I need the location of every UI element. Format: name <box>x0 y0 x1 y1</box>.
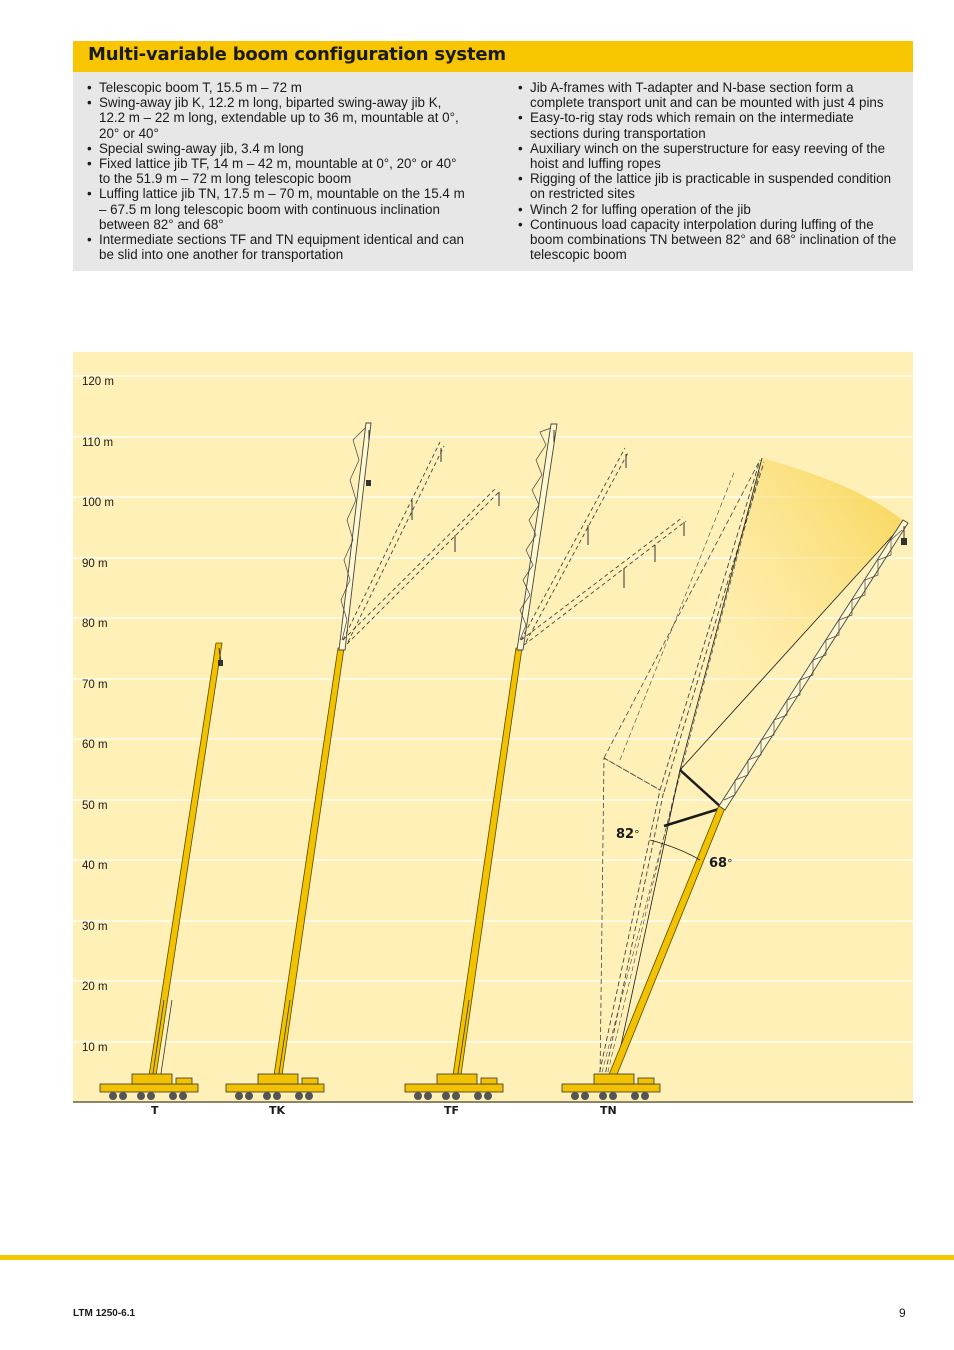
angle-value: 68 <box>709 856 728 871</box>
feature-item: • Telescopic boom T, 15.5 m – 72 m <box>87 80 467 95</box>
feature-item: • Fixed lattice jib TF, 14 m – 42 m, mountable at 0°, 20° or 40° to the 51.9 m – 72 m long telescopic boom <box>87 156 467 186</box>
height-label: 60 m <box>82 739 108 751</box>
crane-tk <box>226 423 500 1100</box>
angle-label-68 <box>709 856 733 871</box>
feature-item: • Auxiliary winch on the superstructure for easy reeving of the hoist and luffing ropes <box>518 141 903 171</box>
height-label: 120 m <box>82 376 114 388</box>
page-title: Multi-variable boom configuration system <box>88 44 506 65</box>
height-label: 100 m <box>82 497 114 509</box>
height-label: 10 m <box>82 1042 108 1054</box>
height-label: 70 m <box>82 679 108 691</box>
feature-item: • Rigging of the lattice jib is practicable in suspended condition on restricted sites <box>518 171 903 201</box>
carrier <box>562 1074 660 1100</box>
feature-item: • Swing-away jib K, 12.2 m long, biparted swing-away jib K, 12.2 m – 22 m long, extendable up to 36 m, mountable at 0°, 20° or 40° <box>87 95 467 141</box>
feature-item: • Winch 2 for luffing operation of the jib <box>518 202 903 217</box>
feature-item: • Continuous load capacity interpolation during luffing of the boom combinations TN between 82° and 68° inclination of the telescopic boom <box>518 217 903 263</box>
feature-item: • Special swing-away jib, 3.4 m long <box>87 141 467 156</box>
height-label: 30 m <box>82 921 108 933</box>
degree-symbol: ° <box>634 828 640 841</box>
height-label: 40 m <box>82 860 108 872</box>
angle-value: 82 <box>616 827 635 842</box>
swing-away-jib <box>339 423 371 650</box>
telescopic-boom-68-deg <box>606 805 728 1082</box>
config-label-tk: TK <box>269 1104 286 1117</box>
telescopic-boom <box>273 648 344 1082</box>
feature-item: • Intermediate sections TF and TN equipment identical and can be slid into one another for transportation <box>87 232 467 262</box>
crane-t <box>100 643 223 1100</box>
degree-symbol: ° <box>727 857 733 870</box>
config-label-tn: TN <box>600 1104 617 1117</box>
hook-icon <box>366 480 371 486</box>
feature-item: • Luffing lattice jib TN, 17.5 m – 70 m, mountable on the 15.4 m – 67.5 m long telescopic boom with continuous inclination between 82° and 68° <box>87 186 467 232</box>
height-label: 80 m <box>82 618 108 630</box>
carrier <box>405 1074 503 1100</box>
hook-icon <box>218 660 223 666</box>
config-label-t: T <box>151 1104 159 1117</box>
angle-label-82 <box>616 827 640 842</box>
telescopic-boom <box>148 643 222 1082</box>
config-label-tf: TF <box>444 1104 460 1117</box>
height-label: 90 m <box>82 558 108 570</box>
height-label: 110 m <box>82 437 114 449</box>
carrier <box>100 1074 198 1100</box>
footer-rule <box>0 1255 954 1260</box>
telescopic-boom <box>452 648 522 1082</box>
height-label: 20 m <box>82 981 108 993</box>
feature-item: • Jib A-frames with T-adapter and N-base section form a complete transport unit and can be mounted with just 4 pins <box>518 80 903 110</box>
angle-arc <box>650 840 700 860</box>
hook-icon <box>901 538 907 545</box>
feature-item: • Easy-to-rig stay rods which remain on the intermediate sections during transportation <box>518 110 903 140</box>
model-label: LTM 1250-6.1 <box>73 1308 136 1319</box>
page-number: 9 <box>899 1306 906 1320</box>
jib-40-deg <box>521 517 683 640</box>
a-frame <box>680 770 722 808</box>
jib-40-deg <box>343 487 497 640</box>
height-label: 50 m <box>82 800 108 812</box>
carrier <box>226 1074 324 1100</box>
